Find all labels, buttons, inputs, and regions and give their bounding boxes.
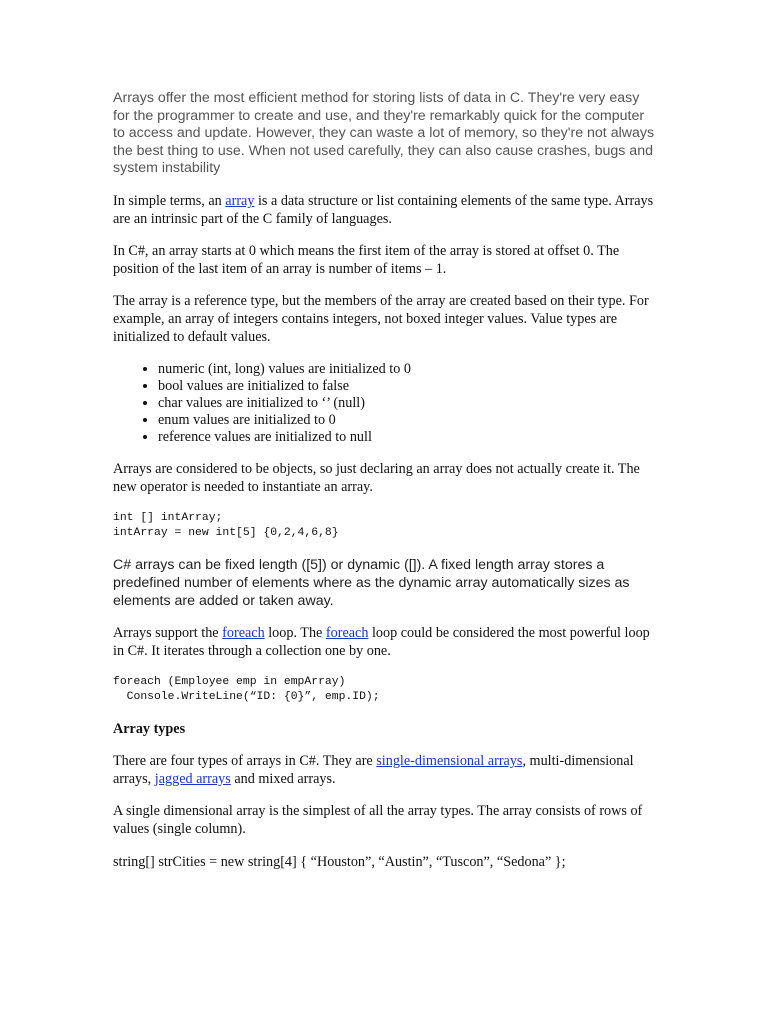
text-segment: Arrays support the [113, 625, 223, 642]
code-block-foreach: foreach (Employee emp in empArray) Console.WriteLine(“ID: {0}”, emp.ID); [113, 676, 380, 704]
paragraph-fixed-dynamic: C# arrays can be fixed length ([5]) or dynamic ([]). A fixed length array stores a predefined number of elements where as the dynamic array automatically sizes as elements are added or taken away. [113, 557, 630, 609]
paragraph-zero-offset: In C#, an array starts at 0 which means the first item of the array is stored at offset 0. The position of the last item of an array is number of items – 1. [113, 243, 620, 277]
paragraph-foreach [113, 625, 658, 660]
section-heading-array-types: Array types [113, 721, 186, 738]
list-item: • enum values are initialized to 0 [158, 412, 658, 429]
array-link[interactable]: array [225, 192, 255, 209]
paragraph-string-array-example: string[] strCities = new string[4] { “Houston”, “Austin”, “Tuscon”, “Sedona” }; [113, 853, 566, 870]
list-item: • reference values are initialized to null [158, 429, 658, 446]
document-page [113, 90, 658, 886]
text-segment: There are four types of arrays in C#. They are [113, 753, 377, 770]
single-dimensional-arrays-link[interactable]: single-dimensional arrays [376, 753, 523, 770]
code-block-declaration: int [] intArray; intArray = new int[5] {0,2,4,6,8} [113, 512, 339, 540]
paragraph-reference-type: The array is a reference type, but the members of the array are created based on their type. For example, an array of integers contains integers, not boxed integer values. Value types are initialized to default values. [113, 293, 649, 345]
paragraph-array-types [113, 753, 658, 788]
foreach-link[interactable]: foreach [222, 625, 265, 642]
text-segment: In simple terms, an [113, 192, 226, 209]
jagged-arrays-link[interactable]: jagged arrays [154, 770, 231, 787]
default-values-list [113, 361, 658, 446]
intro-paragraph: Arrays offer the most efficient method for storing lists of data in C. They're very easy for the programmer to create and use, and they're remarkably quick for the computer to access and update. However, they can waste a lot of memory, so they're not always the best thing to use. When not used carefully, they can also cause crashes, bugs and system instability [113, 90, 655, 177]
list-item: • numeric (int, long) values are initialized to 0 [158, 361, 658, 378]
list-item: • bool values are initialized to false [158, 378, 658, 395]
paragraph-single-dimensional: A single dimensional array is the simplest of all the array types. The array consists of rows of values (single column). [113, 803, 643, 838]
foreach-link-2[interactable]: foreach [325, 625, 369, 642]
text-segment: and mixed arrays. [230, 770, 336, 787]
text-segment: loop could be considered the most powerful loop in C#. It iterates through a collection one by one. [113, 625, 650, 659]
paragraph-array-definition [113, 193, 658, 228]
text-segment: is a data structure or list containing elements of the same type. Arrays are an intrinsic part of the C family of languages. [113, 192, 654, 227]
text-segment: , multi-dimensional arrays, [113, 753, 634, 787]
list-item: • char values are initialized to ‘’ (null) [158, 395, 658, 412]
paragraph-objects: Arrays are considered to be objects, so just declaring an array does not actually create it. The new operator is needed to instantiate an array. [113, 461, 640, 495]
text-segment: loop. The [264, 625, 326, 642]
